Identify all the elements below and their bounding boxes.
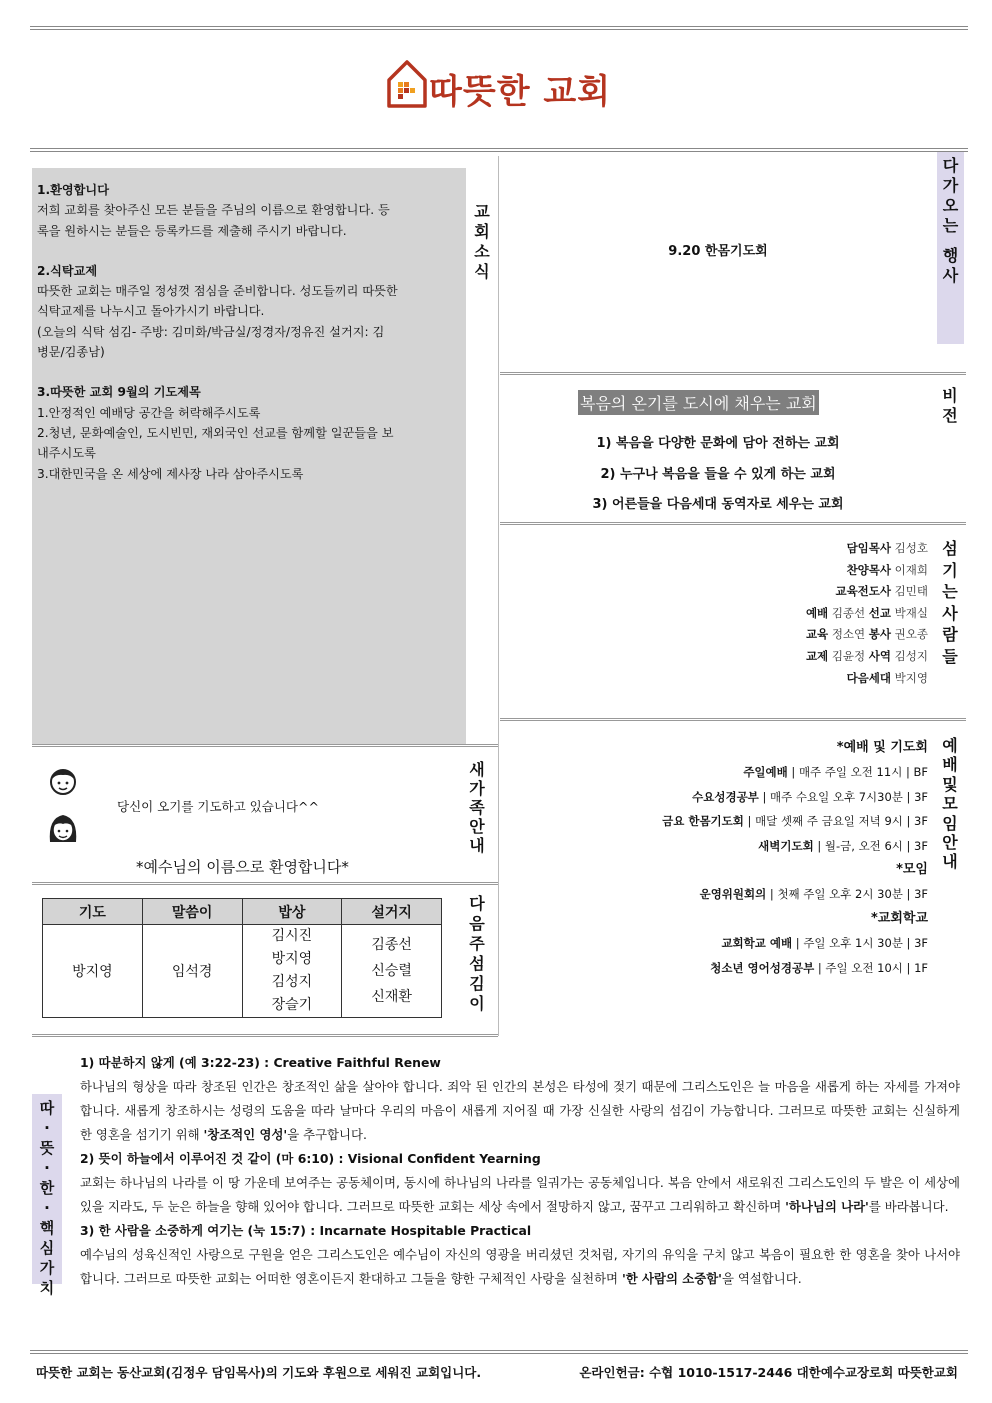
- staff-row: 교육전도사 김민태: [835, 584, 928, 599]
- core-values: [80, 1051, 960, 1291]
- section-divider: [500, 372, 966, 375]
- worship-schedule: [662, 736, 928, 980]
- table-header: 기도: [43, 899, 143, 925]
- next-week-table: [42, 898, 442, 1018]
- section-divider: [32, 744, 498, 747]
- section-divider: [32, 1034, 498, 1037]
- news-line: 2.청년, 문화예술인, 도시빈민, 재외국인 선교를 함께할 일꾼들을 보: [37, 425, 394, 440]
- vision-item: 3) 어른들을 다음세대 동역자로 세우는 교회: [592, 497, 844, 512]
- vision-item: 1) 복음을 다양한 문화에 담아 전하는 교회: [596, 436, 840, 451]
- header-rule: [30, 148, 968, 152]
- column-divider: [498, 156, 499, 1036]
- family-welcome: *예수님의 이름으로 환영합니다*: [136, 858, 349, 876]
- worship-item: 주일예배 | 매주 주일 오전 11시 | BF: [743, 765, 928, 780]
- news-line: 식탁교제를 나누시고 돌아가시기 바랍니다.: [37, 304, 265, 319]
- worship-section-label: 예 배 및 모 임 안 내: [942, 736, 958, 872]
- table-cell: 임석경: [142, 925, 242, 1018]
- events-section-label: 다 가 오 는 행 사: [937, 152, 964, 344]
- core-values-label: 따 · 뜻 · 한 · 핵 심 가 치: [32, 1094, 62, 1284]
- church-logo: [385, 58, 615, 114]
- news-line: 따뜻한 교회는 매주일 정성껏 점심을 준비합니다. 성도들끼리 따뜻한: [37, 284, 398, 299]
- staff-row: 교제 김윤정 사역 김성지: [805, 648, 928, 663]
- staff-row: 예배 김종선 선교 박재실: [805, 605, 928, 620]
- staff-row: 다음세대 박지영: [846, 670, 928, 685]
- footer-offering: 온라인헌금: 수협 1010-1517-2446 대한예수교장로회 따뜻한교회: [579, 1365, 958, 1380]
- core-value-body: 예수님의 성육신적인 사랑으로 구원을 얻은 그리스도인은 예수님이 자신의 영광을 버리셨던 것처럼, 자기의 유익을 구치 않고 복음이 필요한 한 영혼을 찾아 나서야 합니다. 그러므로 따뜻한 교회는 어떠한 영혼이든지 환대하고 그들을 향한 구체적인 사랑을 실천하며 '한 사람의 소중함'을 역설합니다.: [80, 1247, 960, 1286]
- news-title: 2.식탁교제: [37, 263, 98, 278]
- worship-item: 새벽기도회 | 월-금, 오전 6시 | 3F: [758, 838, 928, 853]
- family-section-label: 새 가 족 안 내: [469, 760, 485, 855]
- news-line: 내주시도록: [37, 446, 96, 461]
- footer-sponsor: 따뜻한 교회는 동산교회(김정우 담임목사)의 기도와 후원으로 세워진 교회입니다.: [36, 1365, 482, 1380]
- vision-item: 2) 누구나 복음을 들을 수 있게 하는 교회: [600, 467, 836, 482]
- worship-item: 교회학교 예배 | 주일 오후 1시 30분 | 3F: [721, 936, 928, 951]
- core-value-title: 3) 한 사람을 소중하게 여기는 (눅 15:7) : Incarnate Hospitable Practical: [80, 1223, 532, 1238]
- section-divider: [500, 522, 966, 525]
- staff-section-label: 섬 기 는 사 람 들: [942, 539, 958, 666]
- news-line: (오늘의 식탁 섬김- 주방: 김미화/박금실/정경자/정유진 설거지: 김: [37, 324, 385, 339]
- core-value-title: 2) 뜻이 하늘에서 이루어진 것 같이 (마 6:10) : Visional Confident Yearning: [80, 1151, 541, 1166]
- table-cell: 김시진 방지영 김성지 장슬기: [242, 925, 342, 1018]
- table-cell: 김종선 신승렬 신재환: [342, 925, 442, 1018]
- news-line: 저희 교회를 찾아주신 모든 분들을 주님의 이름으로 환영합니다. 등: [37, 203, 390, 218]
- news-section-label: 교 회 소 식: [469, 198, 495, 308]
- table-header: 밥상: [242, 899, 342, 925]
- news-line: 록을 원하시는 분들은 등록카드를 제출해 주시기 바랍니다.: [37, 223, 347, 238]
- news-content: [37, 180, 455, 484]
- news-title: 1.환영합니다: [37, 183, 109, 197]
- table-cell: 방지영: [43, 925, 143, 1018]
- footer-rule: [30, 1350, 968, 1354]
- worship-item: 금요 한몸기도회 | 매달 셋째 주 금요일 저녁 9시 | 3F: [662, 814, 928, 829]
- news-line: 3.대한민국을 온 세상에 제사장 나라 삼아주시도록: [37, 466, 304, 481]
- news-line: 병문/김종남): [37, 345, 105, 360]
- news-title: 3.따뜻한 교회 9월의 기도제목: [37, 385, 201, 400]
- man-face-icon: [48, 767, 78, 797]
- woman-face-icon: [47, 812, 79, 846]
- staff-row: 찬양목사 이재희: [846, 562, 928, 577]
- staff-list: [806, 538, 928, 689]
- upcoming-event: 9.20 한몸기도회: [668, 244, 768, 259]
- news-line: 1.안정적인 예배당 공간을 허락해주시도록: [37, 405, 261, 420]
- worship-item: 수요성경공부 | 매주 수요일 오후 7시30분 | 3F: [692, 789, 928, 804]
- worship-category: *교회학교: [870, 910, 928, 926]
- vision-title: 복음의 온기를 도시에 채우는 교회: [578, 390, 819, 415]
- worship-category: *모임: [896, 862, 928, 878]
- worship-category: *예배 및 기도회: [836, 740, 928, 755]
- logo-text: 따뜻한 교회: [429, 72, 612, 112]
- section-divider: [500, 718, 966, 721]
- family-message: 당신이 오기를 기도하고 있습니다^^: [117, 799, 319, 814]
- staff-row: 교육 정소연 봉사 권오종: [805, 627, 928, 642]
- vision-section-label: 비 전: [942, 386, 958, 425]
- house-icon: [385, 58, 429, 110]
- table-header: 말씀이: [142, 899, 242, 925]
- table-header: 설거지: [342, 899, 442, 925]
- core-value-title: 1) 따분하지 않게 (예 3:22-23) : Creative Faithful Renew: [80, 1055, 441, 1070]
- top-rule: [30, 26, 968, 30]
- worship-item: 청소년 영어성경공부 | 주일 오전 10시 | 1F: [710, 960, 928, 975]
- staff-row: 담임목사 김성호: [846, 541, 928, 555]
- worship-item: 운영위원회의 | 첫째 주일 오후 2시 30분 | 3F: [699, 887, 928, 902]
- core-value-body: 하나님의 형상을 따라 창조된 인간은 창조적인 삶을 살아야 합니다. 죄악 된 인간의 본성은 타성에 젖기 때문에 그리스도인은 늘 마음을 새롭게 하는 자세를 가져야합니다. 새롭게 창조하시는 성령의 도움을 따라 날마다 우리의 마음이 새롭게 지어질 때 가장 신실한 사랑의 섬김이 가능합니다. 그러므로 따뜻한 교회는 신실하게 한 영혼을 섬기기 위해 '창조적인 영성'을 추구합니다.: [80, 1079, 960, 1142]
- core-value-body: 교회는 하나님의 나라를 이 땅 가운데 보여주는 공동체이며, 동시에 하나님의 나라를 일궈가는 공동체입니다. 복음 안에서 새로워진 그리스도인의 두 발은 이 세상에 있을 지라도, 두 눈은 하늘을 향해 있어야 합니다. 그러므로 따뜻한 교회는 세상 속에서 절망하지 않고, 꿈꾸고 그리워하고 확신하며 '하나님의 나라'를 바라봅니다.: [80, 1175, 960, 1214]
- section-divider: [32, 882, 498, 885]
- next-week-section-label: 다 음 주 섬 김 이: [469, 894, 485, 1013]
